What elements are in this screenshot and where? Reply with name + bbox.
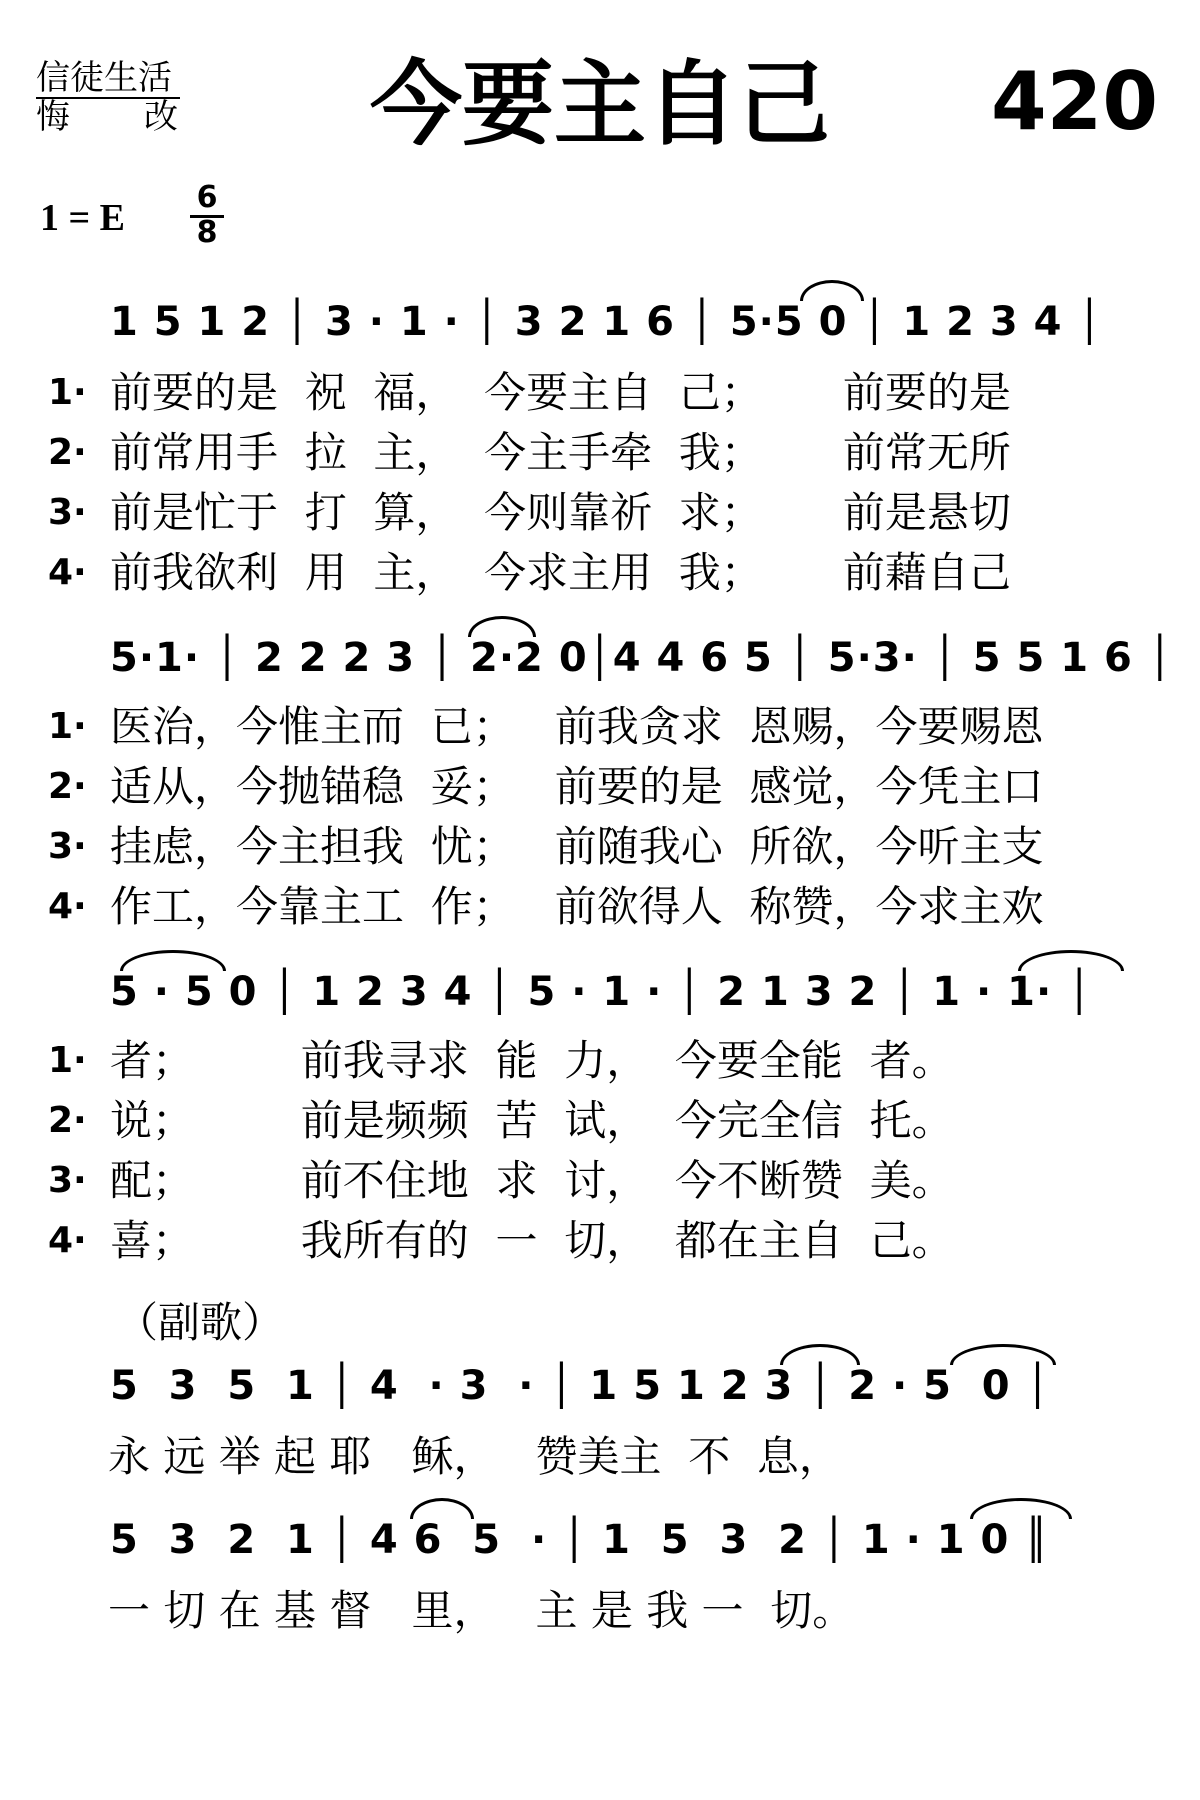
chorus-lyric-line: 一 切 在 基 督 里， 主 是 我 一 切。 [108,1586,855,1635]
lyric-line: 说； 前是频频 苦 试， 今完全信 托。 [110,1096,954,1145]
notation-line: 1 5 1 2 │ 3 · 1 · │ 3 2 1 6 │ 5·5 0 │ 1 2 3 4 │ [110,299,1103,345]
hymn-number: 420 [991,55,1158,148]
slur-mark [780,1344,860,1365]
slur-mark [800,280,864,301]
time-signature-bottom: 8 [196,215,218,250]
lyric-line: 喜； 我所有的 一 切， 都在主自 己。 [110,1216,954,1265]
verse-number: 1· [48,706,87,747]
lyric-line: 前是忙于 打 算， 今则靠祈 求； 前是悬切 [110,488,1011,537]
lyric-line: 前我欲利 用 主， 今求主用 我； 前藉自己 [110,548,1011,597]
lyric-line: 配； 前不住地 求 讨， 今不断赞 美。 [110,1156,954,1205]
notation-line: 5 3 2 1 │ 4 6 5 · │ 1 5 3 2 │ 1 · 1 0 ║ [110,1517,1050,1563]
lyric-line: 挂虑，今主担我 忧； 前随我心 所欲，今听主支 [110,822,1044,871]
hymn-title: 今要主自己 [369,51,830,158]
lyric-line: 前要的是 祝 福， 今要主自 己； 前要的是 [110,368,1011,417]
notation-line: 5·1· │ 2 2 2 3 │ 2·2 0│4 4 6 5 │ 5·3· │ 5 5 1 6 │ [110,635,1173,681]
verse-number: 1· [48,372,87,413]
verse-number: 3· [48,492,87,533]
chorus-lyric-line: 永 远 举 起 耶 稣， 赞美主 不 息， [108,1432,841,1481]
time-signature-top: 6 [190,183,224,218]
slur-mark [468,616,536,637]
verse-number: 3· [48,826,87,867]
lyric-line: 医治，今惟主而 已； 前我贪求 恩赐，今要赐恩 [110,702,1044,751]
lyric-line: 作工，今靠主工 作； 前欲得人 称赞，今求主欢 [110,882,1044,931]
key-signature: 1 = E [40,197,125,239]
verse-number: 3· [48,1160,87,1201]
slur-mark [970,1498,1072,1519]
time-signature [190,180,224,250]
subcategory-text: 悔 改 [36,97,180,137]
slur-mark [120,950,226,971]
lyric-line: 适从，今抛锚稳 妥； 前要的是 感觉，今凭主口 [110,762,1044,811]
verse-number: 4· [48,886,87,927]
notation-line: 5 · 5 0 │ 1 2 3 4 │ 5 · 1 · │ 2 1 3 2 │ 1 · 1· │ [110,969,1093,1015]
verse-number: 4· [48,1220,87,1261]
verse-number: 4· [48,552,87,593]
slur-mark [1018,950,1124,971]
chorus-label: （副歌） [116,1298,285,1347]
lyric-line: 者； 前我寻求 能 力， 今要全能 者。 [110,1036,954,1085]
slur-mark [950,1344,1056,1365]
category-text: 信徒生活 [36,60,180,99]
notation-line: 5 3 5 1 │ 4 · 3 · │ 1 5 1 2 3 │ 2 · 5 0 │ [110,1363,1051,1409]
verse-number: 1· [48,1040,87,1081]
verse-number: 2· [48,1100,87,1141]
lyric-line: 前常用手 拉 主， 今主手牵 我； 前常无所 [110,428,1011,477]
verse-number: 2· [48,766,87,807]
slur-mark [410,1498,474,1519]
verse-number: 2· [48,432,87,473]
